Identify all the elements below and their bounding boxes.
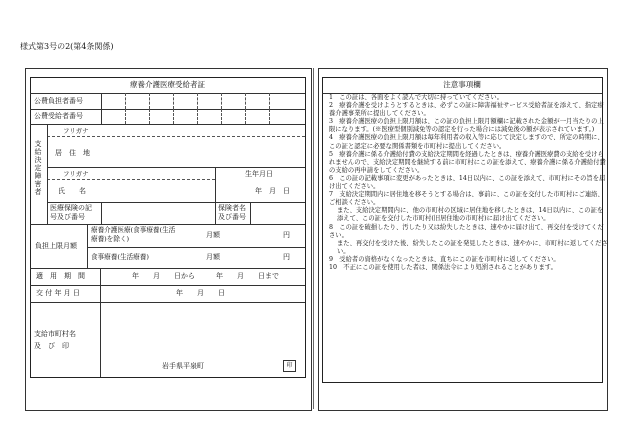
digit-divider <box>173 93 174 109</box>
issue-date-label: 交 付 年 月 日 <box>36 289 80 297</box>
yen-label-2: 円 <box>283 253 290 261</box>
insurer-number-label: 保険者名及び番号 <box>218 204 246 221</box>
notice-item: 6 この証の記載事項に変更があったときは、14日以内に、この証を添えて、市町村にその旨を届け出てください。 <box>329 174 606 191</box>
digit-divider <box>269 109 270 124</box>
rule-v <box>101 202 102 224</box>
notice-item: また、支給決定期間内に、他の市町村の区域に居住地を移したときは、14日以内に、この証を添えて、この証を交付した市町村(旧居住地の市町村)に届け出てください。 <box>337 207 604 223</box>
side-label: 支給決定障害者 <box>34 140 42 196</box>
yen-label-1: 円 <box>283 231 290 239</box>
notice-item: 10 不正にこの証を使用した者は、関係法令により処罰されることがあります。 <box>329 263 557 271</box>
furigana-label-1: フリガナ <box>63 127 89 135</box>
digit-divider <box>269 93 270 109</box>
notice-item: 9 受給者の資格がなくなったときは、直ちにこの証を市町村に返してください。 <box>329 255 560 263</box>
rule <box>47 167 305 168</box>
digit-divider <box>221 109 222 124</box>
notice-item: また、再交付を受けた後、紛失したこの証を発見したときは、速やかに、市町村に返してください。 <box>337 239 608 255</box>
issue-date-value: 年 月 日 <box>176 289 225 297</box>
center-fold <box>313 68 314 409</box>
monthly-amount-label-2: 月額 <box>206 253 220 261</box>
rule-v <box>100 268 101 302</box>
rule <box>30 93 305 94</box>
notice-item: 1 この証は、各面をよく読んで大切に持っていてください。 <box>329 94 504 101</box>
digit-divider <box>149 93 150 109</box>
rule-dashed <box>47 179 215 180</box>
notice-item: 8 この証を破損したり、汚したり又は紛失したときは、速やかに届け出て、再交付を受けてください。 <box>329 223 604 239</box>
rule <box>30 124 305 125</box>
notice-item: 5 療養介護に係る介護給付費の支給決定期間を経過したときは、療養介護医療費の支給を受けられませんので、支給決定期間を継続する前に市町村にこの証を添えて、療養介護に係る介護給付費の支給の再申請をしてください。 <box>329 150 606 174</box>
digit-divider <box>197 93 198 109</box>
digit-divider <box>125 93 126 109</box>
rule <box>30 109 305 110</box>
rule <box>30 268 305 269</box>
digit-divider <box>149 109 150 124</box>
address-label: 居 住 地 <box>55 149 90 157</box>
digit-divider <box>245 109 246 124</box>
certificate-title: 療養介護医療受給者証 <box>130 80 205 89</box>
form-number: 様式第3号の2(第4条関係) <box>20 42 114 51</box>
digit-divider <box>245 93 246 109</box>
furigana-label-2: フリガナ <box>63 170 89 178</box>
rule <box>30 285 305 286</box>
birth-date-label: 生年月日 <box>245 170 273 178</box>
rule-v <box>101 93 102 125</box>
notice-item: 2 療養介護を受けようとするときは、必ずこの証に障害福祉サービス受給者証を添えて、指定療養介護事業所に提出してください。 <box>329 102 604 118</box>
birth-date-value: 年 月 日 <box>255 187 290 195</box>
digit-divider <box>221 93 222 109</box>
municipality-label: 支給市町村名 <box>34 330 76 338</box>
period-value: 年 月 日から 年 月 日まで <box>132 272 279 280</box>
notice-title: 注意事項欄 <box>443 80 481 89</box>
rule-v <box>250 202 251 224</box>
payer-number-label: 公費負担者番号 <box>34 97 83 105</box>
notice-item: 4 療養介護医療の負担上限月額は毎年利用者の収入等に応じて決定しますので、所定の時期に、この証と認定に必要な関係書類を市町村に提出してください。 <box>329 134 604 150</box>
name-label: 氏 名 <box>58 187 86 195</box>
municipality-name: 岩手県平泉町 <box>162 362 204 370</box>
rule-v <box>87 224 88 268</box>
digit-divider <box>173 109 174 124</box>
rule-v <box>47 124 48 224</box>
rule <box>30 302 305 303</box>
digit-divider <box>125 109 126 124</box>
limit-label: 負担上限月額 <box>35 242 77 250</box>
notice-item: 7 支給決定期間内に居住地を移そうとする場合は、事前に、この証を交付した市町村にご連絡、ご相談ください。 <box>329 191 604 207</box>
insurer-symbol-label: 医療保険の記号及び番号 <box>50 204 92 221</box>
rule <box>87 247 305 248</box>
care-medical-label: 療養介護医療(食事療養(生活療養)を除く) <box>91 226 176 243</box>
period-label: 適 用 期 間 <box>36 272 85 280</box>
rule <box>30 224 305 225</box>
notice-list <box>329 94 609 272</box>
recipient-number-label: 公費受給者番号 <box>34 112 83 120</box>
rule-v <box>215 167 216 225</box>
notice-item: 3 療養介護医療の負担上限月額は、この証の負担上限月額欄に記載された金額が一月当たりの上限になります。(※医療型個別減免等の認定を行った場合には減免後の額が表示されています。) <box>329 118 604 134</box>
rule-dashed <box>47 136 305 137</box>
rule <box>47 202 305 203</box>
meal-care-label: 食事療養(生活療養) <box>91 253 149 261</box>
rule-v <box>100 302 101 377</box>
digit-divider <box>197 109 198 124</box>
monthly-amount-label-1: 月額 <box>206 231 220 239</box>
seal-stamp: 印 <box>283 360 296 372</box>
seal-label: 及 び 印 <box>34 342 69 350</box>
